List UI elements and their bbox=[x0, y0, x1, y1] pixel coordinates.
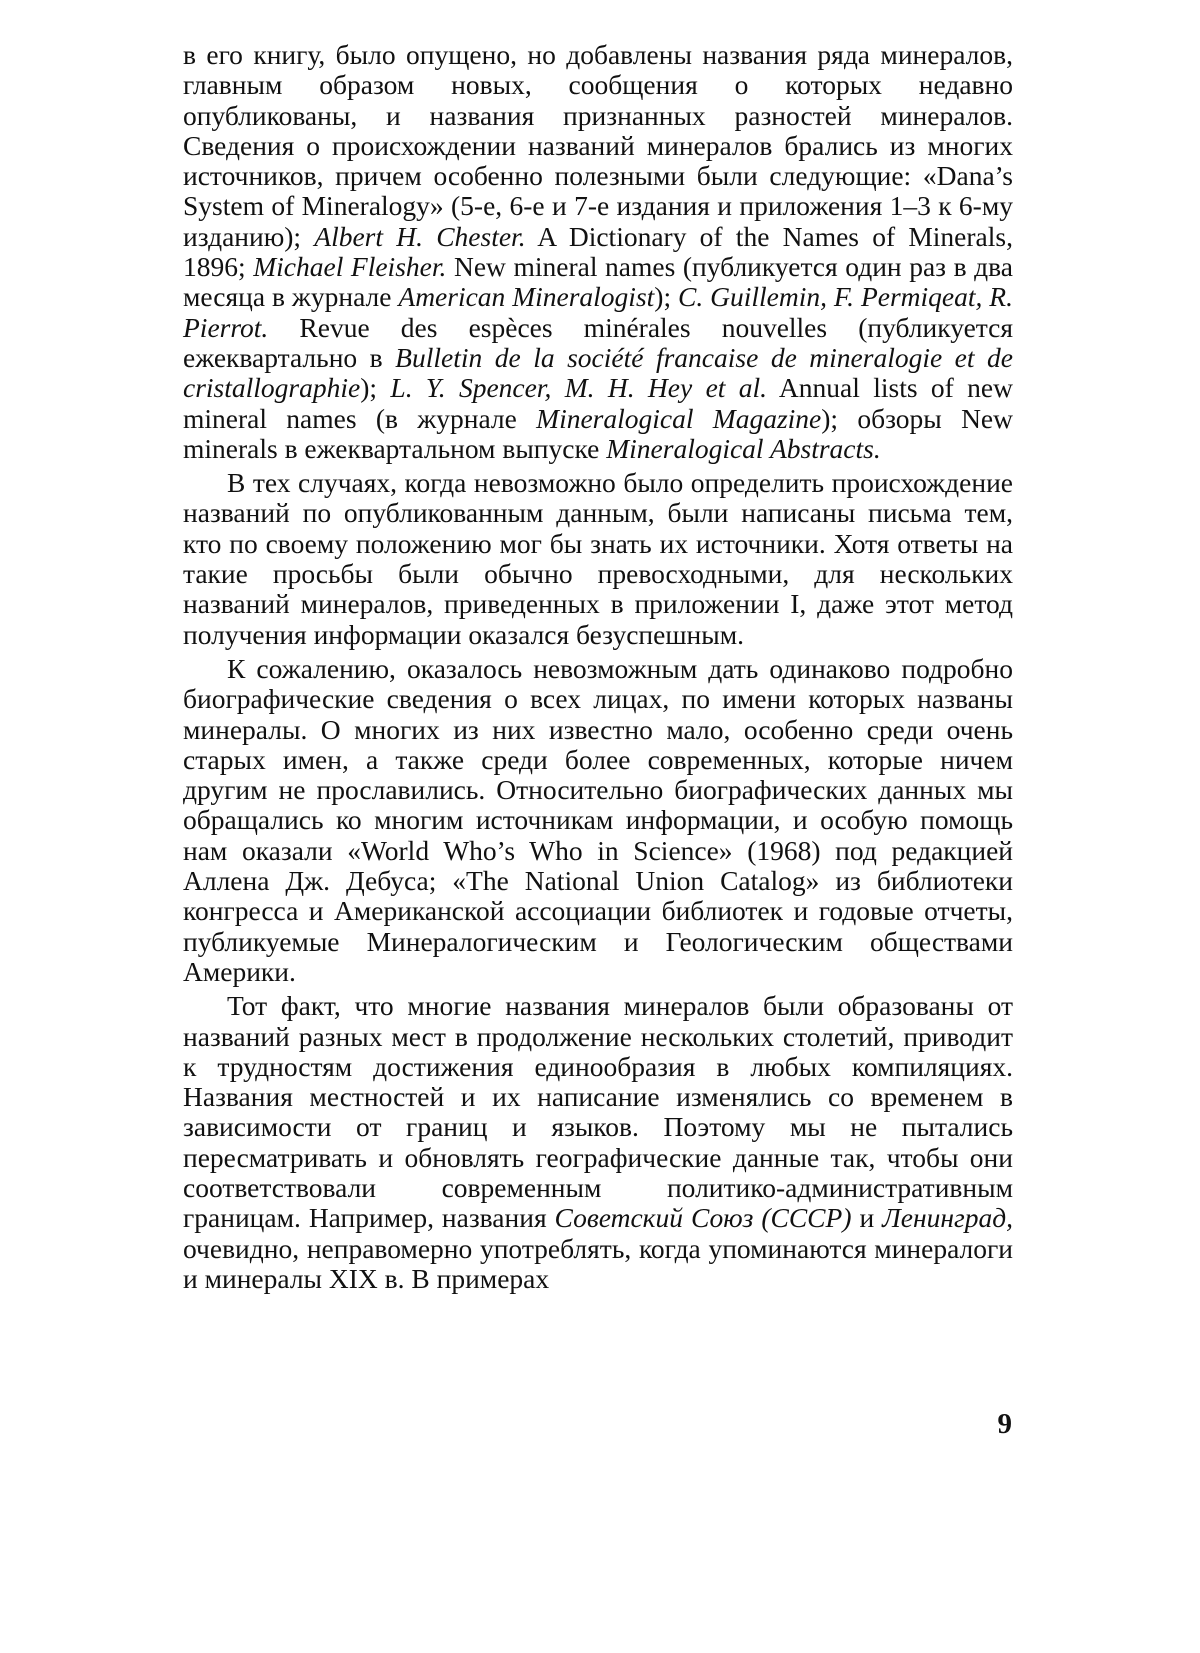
text-run: ); bbox=[360, 372, 391, 404]
text-run: Тот факт, что многие названия минералов были образованы от названий разных мест в продолжение нескольких столетий, приводит к трудностям достижения единообразия в любых компиляциях. Названия местностей и их написание изменялись со временем в зависимости от границ и языков. Поэтому мы не пытались пересматривать и обновлять географические данные так, чтобы они соответствовали современным политико-административным границам. Например, названия bbox=[183, 990, 1013, 1234]
italic-text-run: Mineralogical Magazine bbox=[536, 402, 822, 434]
paragraph-3 bbox=[183, 654, 1013, 987]
page-body bbox=[183, 40, 1013, 1294]
text-run: в его книгу, было опущено, но добавлены названия ряда минералов, главным образом новых, сообщения о которых недавно опубликованы, и названия признанных разностей минералов. Сведения о происхождении названий минералов брались из многих источников, причем особенно полезными были следующие: «Dana’s System of Mineralogy» (5-е, 6-е и 7-е издания и приложения 1–3 к 6-му изданию); bbox=[183, 39, 1013, 252]
paragraph-2 bbox=[183, 468, 1013, 650]
text-run: очевидно, неправомерно употреблять, когда упоминаются минералоги и минералы XIX в. В примерах bbox=[183, 1232, 1013, 1294]
text-run: К сожалению, оказалось невозможным дать одинаково подробно биографические сведения о всех лицах, по имени которых названы минералы. О многих из них известно мало, особенно среди очень старых имен, а также среди более современных, которые ничем другим не прославились. Относительно биографических данных мы обращались ко многим источникам информации, и особую помощь нам оказали «World Who’s Who in Science» (1968) под редакцией Аллена Дж. Дебуса; «The National Union Catalog» из библиотеки конгресса и Американской ассоциации библиотек и годовые отчеты, публикуемые Минералогическим и Геологическим обществами Америки. bbox=[183, 652, 1013, 987]
text-run: New mineral names (публикуется один раз в два месяца в журнале bbox=[183, 251, 1013, 313]
italic-text-run: L. Y. Spencer, M. H. Hey et al. bbox=[390, 372, 768, 404]
text-run: и bbox=[851, 1202, 883, 1234]
text-run: В тех случаях, когда невозможно было определить происхождение названий по опубликованным данным, были написаны письма тем, кто по своему положению мог бы знать их источники. Хотя ответы на такие просьбы были обычно превосходными, для нескольких названий минералов, приведенных в приложении I, даже этот метод получения информации оказался безуспешным. bbox=[183, 467, 1013, 650]
italic-text-run: Michael Fleisher. bbox=[253, 251, 447, 283]
italic-text-run: Mineralogical Abstracts. bbox=[606, 432, 881, 464]
text-run: Annual lists of new mineral names (в журнале bbox=[183, 372, 1013, 434]
text-run: Revue des espèces minérales nouvelles (публикуется ежеквартально в bbox=[183, 311, 1013, 373]
italic-text-run: C. Guillemin, F. Permiqeat, R. Pierrot. bbox=[183, 281, 1013, 343]
page-number: 9 bbox=[997, 1408, 1012, 1440]
text-run: ); обзоры New minerals в ежеквартальном выпуске bbox=[183, 402, 1013, 464]
italic-text-run: American Mineralogist bbox=[398, 281, 655, 313]
italic-text-run: Ленинград, bbox=[882, 1202, 1013, 1234]
italic-text-run: Bulletin de la société francaise de mineralogie et de cristallographie bbox=[183, 341, 1013, 404]
paragraph-1 bbox=[183, 40, 1013, 464]
italic-text-run: Советский Союз (СССР) bbox=[554, 1202, 852, 1234]
italic-text-run: Albert H. Chester. bbox=[314, 220, 526, 252]
text-run: ); bbox=[654, 281, 679, 313]
paragraph-4 bbox=[183, 991, 1013, 1294]
text-run: A Dictionary of the Names of Minerals, 1896; bbox=[183, 220, 1013, 283]
